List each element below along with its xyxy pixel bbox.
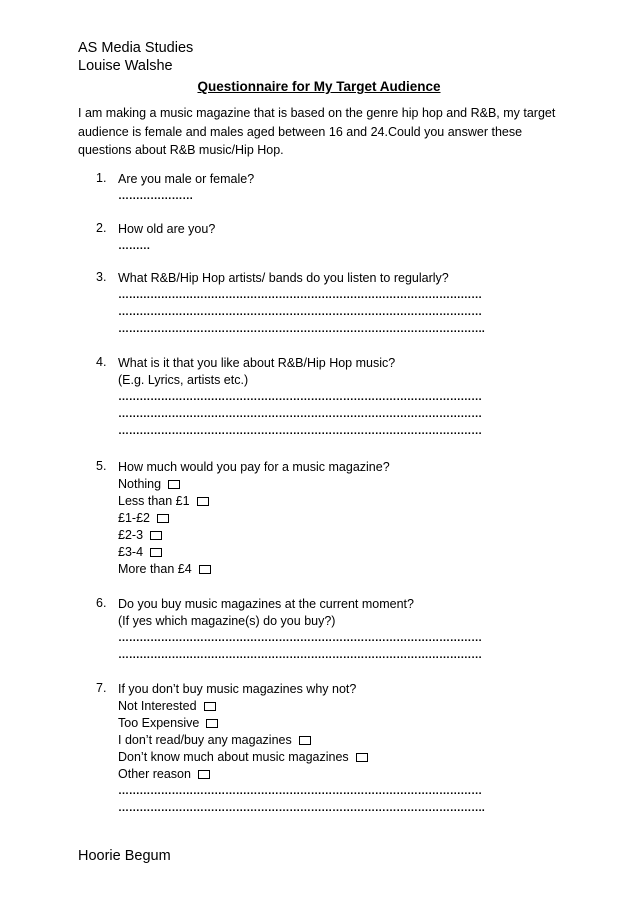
option-label: £2-3 (118, 528, 144, 542)
question-text: Are you male or female? (118, 172, 255, 186)
question-number: 6. (96, 596, 107, 610)
footer-name: Hoorie Begum (78, 848, 171, 864)
checkbox[interactable] (197, 497, 209, 506)
question-text: How old are you? (118, 222, 216, 236)
answer-line[interactable]: ………………… (118, 190, 193, 202)
checkbox[interactable] (206, 719, 218, 728)
option-label: I don’t read/buy any magazines (118, 733, 292, 747)
checkbox[interactable] (299, 736, 311, 745)
question-number: 3. (96, 270, 107, 284)
answer-line[interactable]: ……… (118, 240, 151, 252)
option-label: Nothing (118, 477, 162, 491)
option-nothing (118, 476, 578, 493)
option-label: Too Expensive (118, 716, 200, 730)
question-text: Do you buy music magazines at the current moment? (118, 597, 414, 611)
author-name: Louise Walshe (78, 58, 173, 74)
answer-line[interactable]: ………………………………………………………………………………………… (118, 306, 482, 318)
question-number: 7. (96, 681, 107, 695)
option-label: £3-4 (118, 545, 144, 559)
question-number: 2. (96, 221, 107, 235)
checkbox[interactable] (204, 702, 216, 711)
answer-line[interactable]: ………………………………………………………………………………………… (118, 408, 482, 420)
question-subtext: (E.g. Lyrics, artists etc.) (118, 373, 249, 387)
answer-line[interactable]: ………………………………………………………………………………………… (118, 289, 482, 301)
option-less-than-1 (118, 493, 578, 510)
checkbox[interactable] (199, 565, 211, 574)
option-too-expensive (118, 715, 578, 732)
option-dont-know (118, 749, 578, 766)
option-label: Less than £1 (118, 494, 190, 508)
question-number: 4. (96, 355, 107, 369)
checkbox[interactable] (356, 753, 368, 762)
checkbox[interactable] (168, 480, 180, 489)
option-3-4 (118, 544, 578, 561)
answer-line[interactable]: ………………………………………………………………………………………… (118, 425, 482, 437)
answer-line[interactable]: ………………………………………………………………………………………… (118, 632, 482, 644)
document-title: Questionnaire for My Target Audience (197, 79, 441, 94)
answer-line[interactable]: ………………………………………………………………………………………… (118, 391, 482, 403)
question-text: If you don’t buy music magazines why not? (118, 682, 357, 696)
answer-line[interactable]: ………………………………………………………………………………………… (118, 785, 482, 797)
option-dont-read (118, 732, 578, 749)
checkbox[interactable] (198, 770, 210, 779)
question-text: What is it that you like about R&B/Hip Hop music? (118, 356, 396, 370)
option-more-than-4 (118, 561, 578, 578)
answer-line[interactable]: ………………………………………………………………………………………… (118, 649, 482, 661)
option-not-interested (118, 698, 578, 715)
option-label: Not Interested (118, 699, 197, 713)
checkbox[interactable] (150, 531, 162, 540)
question-subtext: (If yes which magazine(s) do you buy?) (118, 614, 336, 628)
question-number: 1. (96, 171, 107, 185)
question-number: 5. (96, 459, 107, 473)
checkbox[interactable] (157, 514, 169, 523)
intro-paragraph: I am making a music magazine that is based on the genre hip hop and R&B, my target audience is female and males aged between 16 and 24.Could you answer these questions about R&B music/Hip Hop. (78, 106, 556, 157)
option-label: Don’t know much about music magazines (118, 750, 349, 764)
option-2-3 (118, 527, 578, 544)
question-text: What R&B/Hip Hop artists/ bands do you listen to regularly? (118, 271, 449, 285)
course-name: AS Media Studies (78, 40, 194, 56)
option-1-2 (118, 510, 578, 527)
option-label: £1-£2 (118, 511, 150, 525)
option-other-reason (118, 766, 578, 783)
question-text: How much would you pay for a music magazine? (118, 460, 390, 474)
option-label: More than £4 (118, 562, 192, 576)
answer-line[interactable]: …………………………………………………………………………………………. (118, 802, 485, 814)
answer-line[interactable]: …………………………………………………………………………………………. (118, 323, 485, 335)
option-label: Other reason (118, 767, 191, 781)
checkbox[interactable] (150, 548, 162, 557)
